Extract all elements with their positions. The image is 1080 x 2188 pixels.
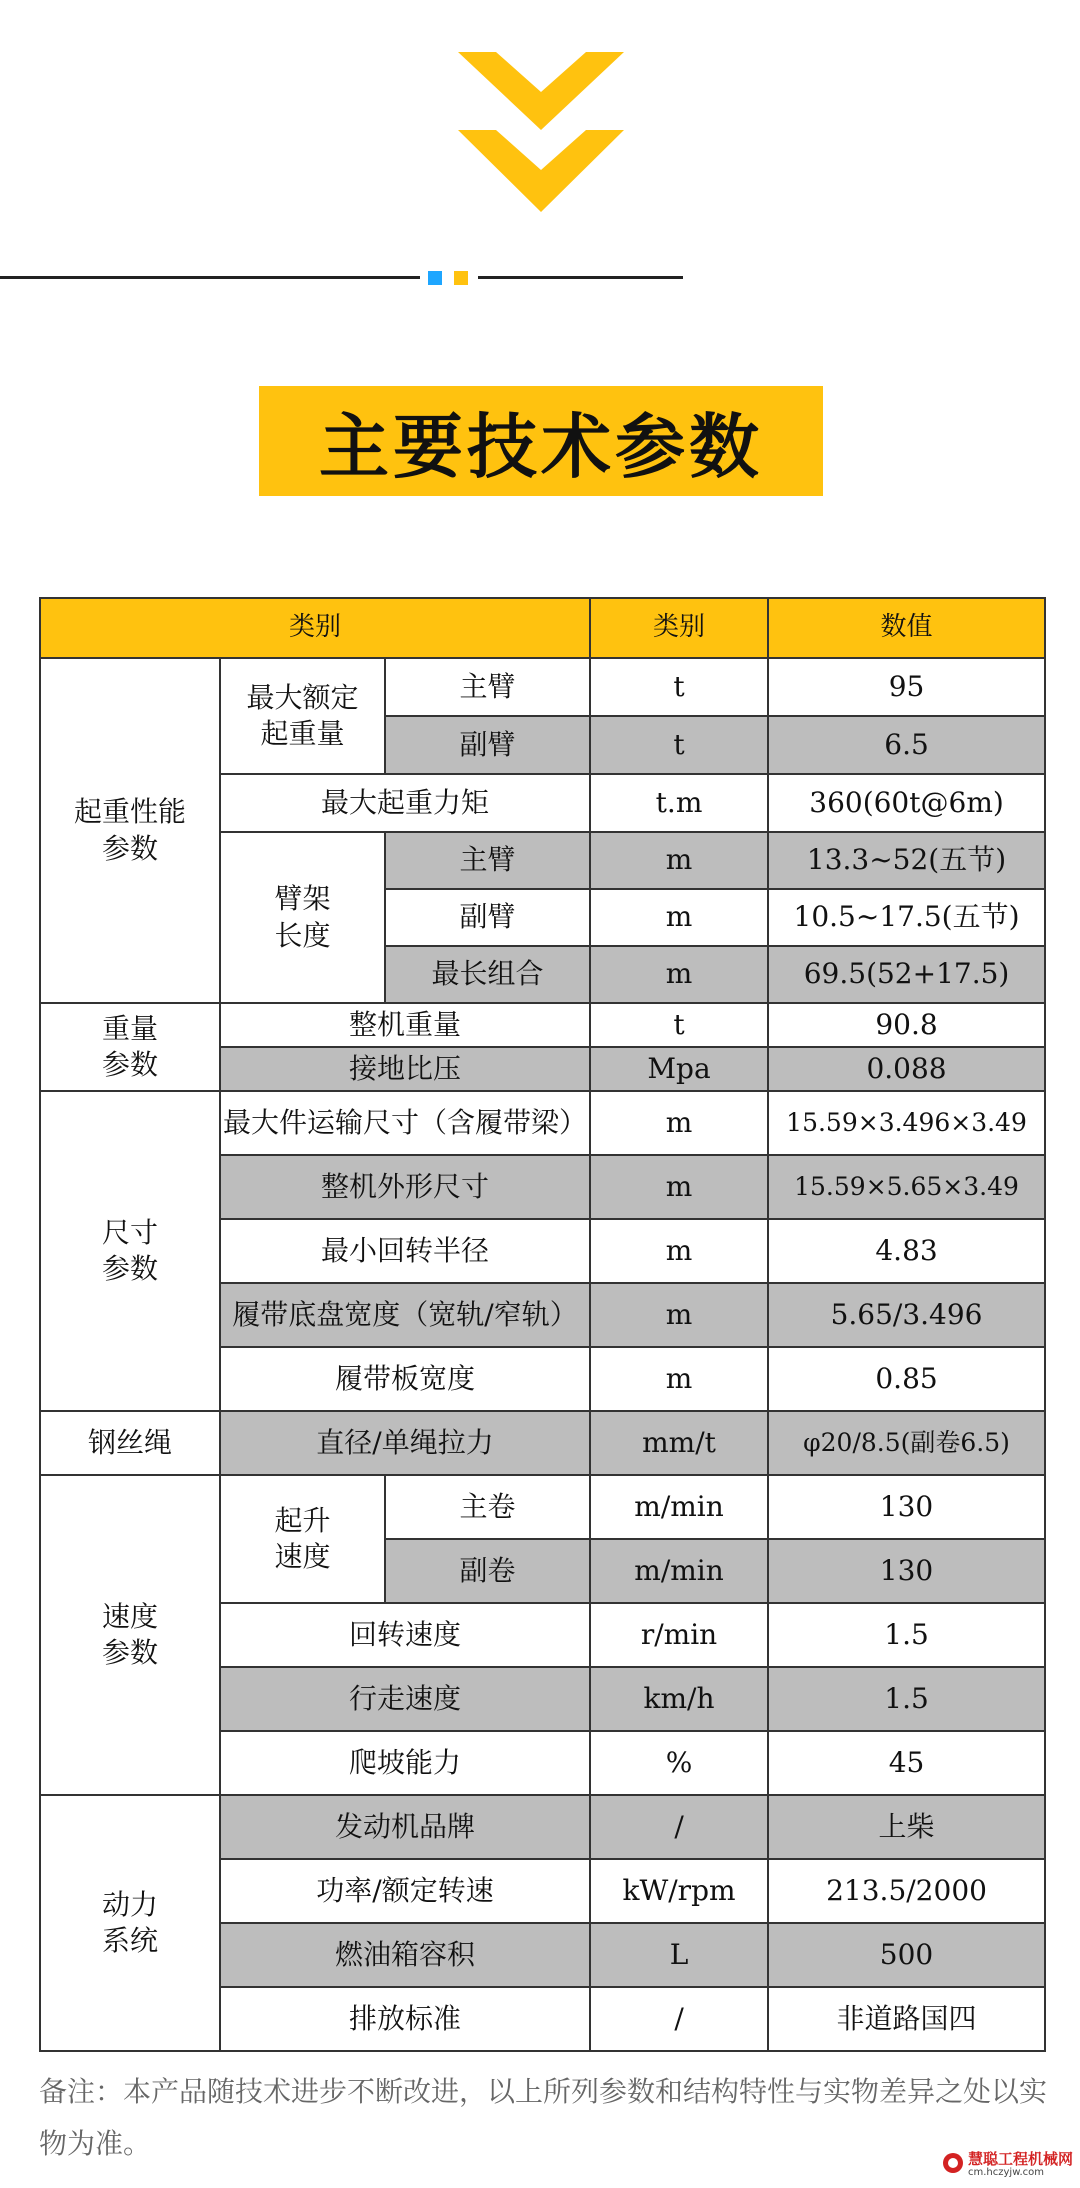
divider-line-left <box>0 276 420 279</box>
row-value: 6.5 <box>768 716 1045 774</box>
row-name: 整机外形尺寸 <box>220 1155 590 1219</box>
sub-label-boom-length: 臂架长度 <box>220 832 385 1003</box>
table-row <box>40 1475 1045 1539</box>
row-unit: km/h <box>590 1667 768 1731</box>
row-name: 履带底盘宽度（宽轨/窄轨） <box>220 1283 590 1347</box>
row-name: 最小回转半径 <box>220 1219 590 1283</box>
table-row <box>40 1091 1045 1155</box>
table-row <box>40 1003 1045 1047</box>
row-value: 15.59×5.65×3.49 <box>768 1155 1045 1219</box>
row-value: 0.088 <box>768 1047 1045 1091</box>
header-value: 数值 <box>768 598 1045 658</box>
row-unit: m <box>590 1219 768 1283</box>
row-value: 1.5 <box>768 1603 1045 1667</box>
row-name: 最长组合 <box>385 946 590 1003</box>
row-name: 接地比压 <box>220 1047 590 1091</box>
row-unit: m <box>590 1347 768 1411</box>
row-unit: / <box>590 1987 768 2051</box>
row-value: 95 <box>768 658 1045 716</box>
row-unit: L <box>590 1923 768 1987</box>
row-name: 最大起重力矩 <box>220 774 590 832</box>
row-value: 130 <box>768 1475 1045 1539</box>
row-unit: Mpa <box>590 1047 768 1091</box>
brand-logo-icon <box>942 2152 964 2174</box>
table-header-row <box>40 598 1045 658</box>
row-name: 副臂 <box>385 716 590 774</box>
row-name: 副卷 <box>385 1539 590 1603</box>
row-name: 回转速度 <box>220 1603 590 1667</box>
row-unit: m <box>590 1091 768 1155</box>
row-value: 0.85 <box>768 1347 1045 1411</box>
row-unit: m <box>590 946 768 1003</box>
spec-table <box>39 597 1046 2052</box>
row-value: 非道路国四 <box>768 1987 1045 2051</box>
row-name: 最大件运输尺寸（含履带梁） <box>220 1091 590 1155</box>
row-name: 燃油箱容积 <box>220 1923 590 1987</box>
row-unit: m/min <box>590 1539 768 1603</box>
row-value: 5.65/3.496 <box>768 1283 1045 1347</box>
row-value: 90.8 <box>768 1003 1045 1047</box>
row-unit: t <box>590 1003 768 1047</box>
table-row <box>40 658 1045 716</box>
row-unit: t.m <box>590 774 768 832</box>
watermark <box>942 2148 1072 2182</box>
group-label-power: 动力系统 <box>40 1795 220 2051</box>
row-value: 213.5/2000 <box>768 1859 1045 1923</box>
row-unit: t <box>590 658 768 716</box>
row-name: 整机重量 <box>220 1003 590 1047</box>
row-unit: / <box>590 1795 768 1859</box>
row-name: 行走速度 <box>220 1667 590 1731</box>
sub-label-hoist-speed: 起升速度 <box>220 1475 385 1603</box>
row-unit: r/min <box>590 1603 768 1667</box>
row-name: 主臂 <box>385 658 590 716</box>
row-value: 15.59×3.496×3.49 <box>768 1091 1045 1155</box>
row-value: 130 <box>768 1539 1045 1603</box>
row-unit: m <box>590 889 768 946</box>
row-value: 上柴 <box>768 1795 1045 1859</box>
row-name: 履带板宽度 <box>220 1347 590 1411</box>
double-chevron-down-icon <box>458 52 624 212</box>
row-unit: mm/t <box>590 1411 768 1475</box>
row-value: φ20/8.5(副卷6.5) <box>768 1411 1045 1475</box>
group-label-speed: 速度参数 <box>40 1475 220 1795</box>
group-label-lifting: 起重性能参数 <box>40 658 220 1003</box>
yellow-square-marker <box>454 271 468 285</box>
row-name: 直径/单绳拉力 <box>220 1411 590 1475</box>
footnote: 备注：本产品随技术进步不断改进，以上所列参数和结构特性与实物差异之处以实物为准。 <box>39 2075 1048 2160</box>
page-title: 主要技术参数 <box>319 405 763 488</box>
row-value: 10.5~17.5(五节) <box>768 889 1045 946</box>
row-name: 副臂 <box>385 889 590 946</box>
watermark-name: 慧聪工程机械网 <box>968 2150 1074 2168</box>
row-name: 爬坡能力 <box>220 1731 590 1795</box>
row-value: 500 <box>768 1923 1045 1987</box>
blue-square-marker <box>428 271 442 285</box>
header-unit: 类别 <box>590 598 768 658</box>
row-value: 1.5 <box>768 1667 1045 1731</box>
row-unit: m <box>590 832 768 889</box>
row-name: 主卷 <box>385 1475 590 1539</box>
row-name: 主臂 <box>385 832 590 889</box>
row-unit: m <box>590 1283 768 1347</box>
row-name: 功率/额定转速 <box>220 1859 590 1923</box>
watermark-url: cm.hczyjw.com <box>968 2167 1044 2178</box>
title-banner <box>259 386 823 496</box>
table-row <box>40 1411 1045 1475</box>
row-unit: m <box>590 1155 768 1219</box>
sub-label-max-lift: 最大额定起重量 <box>220 658 385 774</box>
row-value: 13.3~52(五节) <box>768 832 1045 889</box>
divider-line-right <box>478 276 683 279</box>
row-unit: t <box>590 716 768 774</box>
row-name: 排放标准 <box>220 1987 590 2051</box>
row-unit: m/min <box>590 1475 768 1539</box>
row-value: 360(60t@6m) <box>768 774 1045 832</box>
header-category: 类别 <box>40 598 590 658</box>
group-label-weight: 重量参数 <box>40 1003 220 1091</box>
row-value: 4.83 <box>768 1219 1045 1283</box>
row-name: 发动机品牌 <box>220 1795 590 1859</box>
row-value: 45 <box>768 1731 1045 1795</box>
group-label-size: 尺寸参数 <box>40 1091 220 1411</box>
row-value: 69.5(52+17.5) <box>768 946 1045 1003</box>
group-label-rope: 钢丝绳 <box>40 1411 220 1475</box>
row-unit: kW/rpm <box>590 1859 768 1923</box>
table-row <box>40 1795 1045 1859</box>
row-unit: % <box>590 1731 768 1795</box>
